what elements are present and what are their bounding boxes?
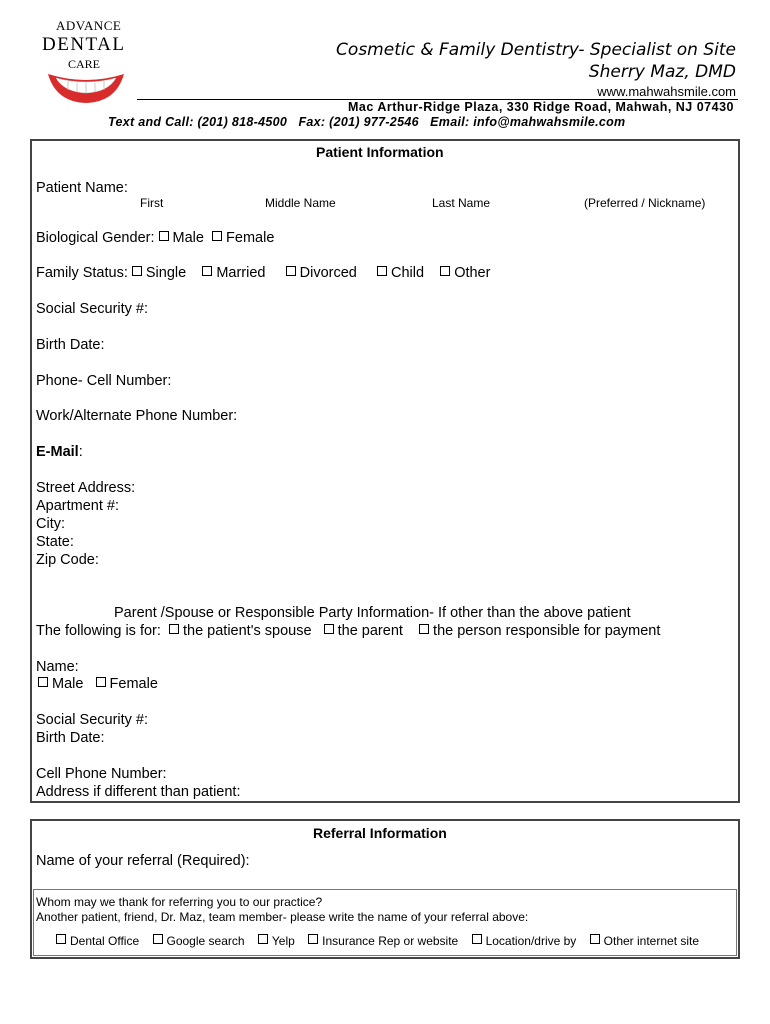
- header-website: www.mahwahsmile.com: [597, 84, 736, 99]
- responsible-male-checkbox[interactable]: [38, 677, 48, 687]
- responsible-party-title: Parent /Spouse or Responsible Party Information- If other than the above patient: [114, 605, 631, 621]
- last-name-sublabel: Last Name: [432, 196, 491, 210]
- ref-yelp-checkbox[interactable]: [258, 934, 268, 944]
- responsible-birth-label: Birth Date:: [36, 730, 105, 746]
- middle-name-sublabel: Middle Name: [265, 196, 336, 210]
- for-payer-label: the person responsible for payment: [433, 623, 661, 639]
- email-colon: :: [78, 444, 83, 460]
- gender-female-label: Female: [226, 230, 275, 246]
- email-label: E-Mail: [36, 444, 79, 460]
- family-divorced-label: Divorced: [299, 265, 357, 281]
- city-label: City:: [36, 516, 65, 532]
- family-other-label: Other: [454, 265, 491, 281]
- ref-dental-office-checkbox[interactable]: [56, 934, 66, 944]
- family-child-checkbox[interactable]: [377, 266, 387, 276]
- responsible-male-label: Male: [52, 676, 84, 692]
- apartment-label: Apartment #:: [36, 498, 120, 514]
- preferred-name-sublabel: (Preferred / Nickname): [584, 196, 706, 210]
- responsible-cell-label: Cell Phone Number:: [36, 766, 167, 782]
- referral-name-label: Name of your referral (Required):: [36, 853, 250, 869]
- ref-insurance-checkbox[interactable]: [308, 934, 318, 944]
- first-name-sublabel: First: [140, 196, 164, 210]
- responsible-for-label: The following is for:: [36, 623, 161, 639]
- logo-care: CARE: [68, 57, 101, 71]
- patient-name-label: Patient Name:: [36, 180, 128, 196]
- responsible-female-checkbox[interactable]: [96, 677, 106, 687]
- street-address-label: Street Address:: [36, 480, 136, 496]
- responsible-address-label: Address if different than patient:: [36, 784, 241, 800]
- referral-thanks-text: Whom may we thank for referring you to our practice?: [36, 895, 323, 909]
- family-status-label: Family Status:: [36, 265, 128, 281]
- smile-logo-icon: [46, 70, 126, 104]
- responsible-ssn-label: Social Security #:: [36, 712, 149, 728]
- responsible-female-label: Female: [109, 676, 158, 692]
- ref-dental-office-label: Dental Office: [70, 934, 140, 948]
- for-parent-checkbox[interactable]: [324, 624, 334, 634]
- work-phone-label: Work/Alternate Phone Number:: [36, 408, 238, 424]
- header-address: Mac Arthur-Ridge Plaza, 330 Ridge Road, Mahwah, NJ 07430: [348, 100, 734, 114]
- header-tagline: Cosmetic & Family Dentistry- Specialist on Site: [336, 40, 736, 60]
- ref-insurance-label: Insurance Rep or website: [322, 934, 459, 948]
- state-label: State:: [36, 534, 74, 550]
- referral-options-row: [56, 934, 699, 948]
- family-divorced-checkbox[interactable]: [286, 266, 296, 276]
- family-married-label: Married: [216, 265, 266, 281]
- family-single-checkbox[interactable]: [132, 266, 142, 276]
- responsible-for-row: [36, 623, 660, 639]
- responsible-name-label: Name:: [36, 659, 79, 675]
- referral-instructions-text: Another patient, friend, Dr. Maz, team member- please write the name of your referral above:: [36, 910, 529, 924]
- gender-label: Biological Gender:: [36, 230, 155, 246]
- gender-male-label: Male: [172, 230, 204, 246]
- family-child-label: Child: [391, 265, 425, 281]
- ref-other-internet-label: Other internet site: [603, 934, 700, 948]
- ref-yelp-label: Yelp: [271, 934, 295, 948]
- logo-dental: DENTAL: [42, 34, 126, 55]
- referral-title: Referral Information: [313, 825, 447, 841]
- for-payer-checkbox[interactable]: [419, 624, 429, 634]
- ssn-label: Social Security #:: [36, 301, 149, 317]
- ref-google-label: Google search: [166, 934, 245, 948]
- logo-advance: ADVANCE: [56, 18, 122, 33]
- gender-female-checkbox[interactable]: [212, 231, 222, 241]
- for-parent-label: the parent: [337, 623, 403, 639]
- ref-location-label: Location/drive by: [485, 934, 577, 948]
- family-status-row: [36, 265, 490, 281]
- email-row: [36, 444, 83, 460]
- header-contact: Text and Call: (201) 818-4500 Fax: (201) 977-2546 Email: info@mahwahsmile.com: [108, 115, 626, 129]
- family-married-checkbox[interactable]: [202, 266, 212, 276]
- gender-row: [36, 230, 274, 246]
- zip-code-label: Zip Code:: [36, 552, 99, 568]
- birth-date-label: Birth Date:: [36, 337, 105, 353]
- cell-number-label: Phone- Cell Number:: [36, 373, 172, 389]
- gender-male-checkbox[interactable]: [159, 231, 169, 241]
- ref-location-checkbox[interactable]: [472, 934, 482, 944]
- ref-google-checkbox[interactable]: [153, 934, 163, 944]
- ref-other-internet-checkbox[interactable]: [590, 934, 600, 944]
- patient-info-title: Patient Information: [316, 144, 444, 160]
- for-spouse-label: the patient's spouse: [182, 623, 312, 639]
- responsible-gender-row: [38, 676, 158, 692]
- header-doctor: Sherry Maz, DMD: [588, 62, 736, 82]
- family-single-label: Single: [145, 265, 187, 281]
- family-other-checkbox[interactable]: [440, 266, 450, 276]
- for-spouse-checkbox[interactable]: [169, 624, 179, 634]
